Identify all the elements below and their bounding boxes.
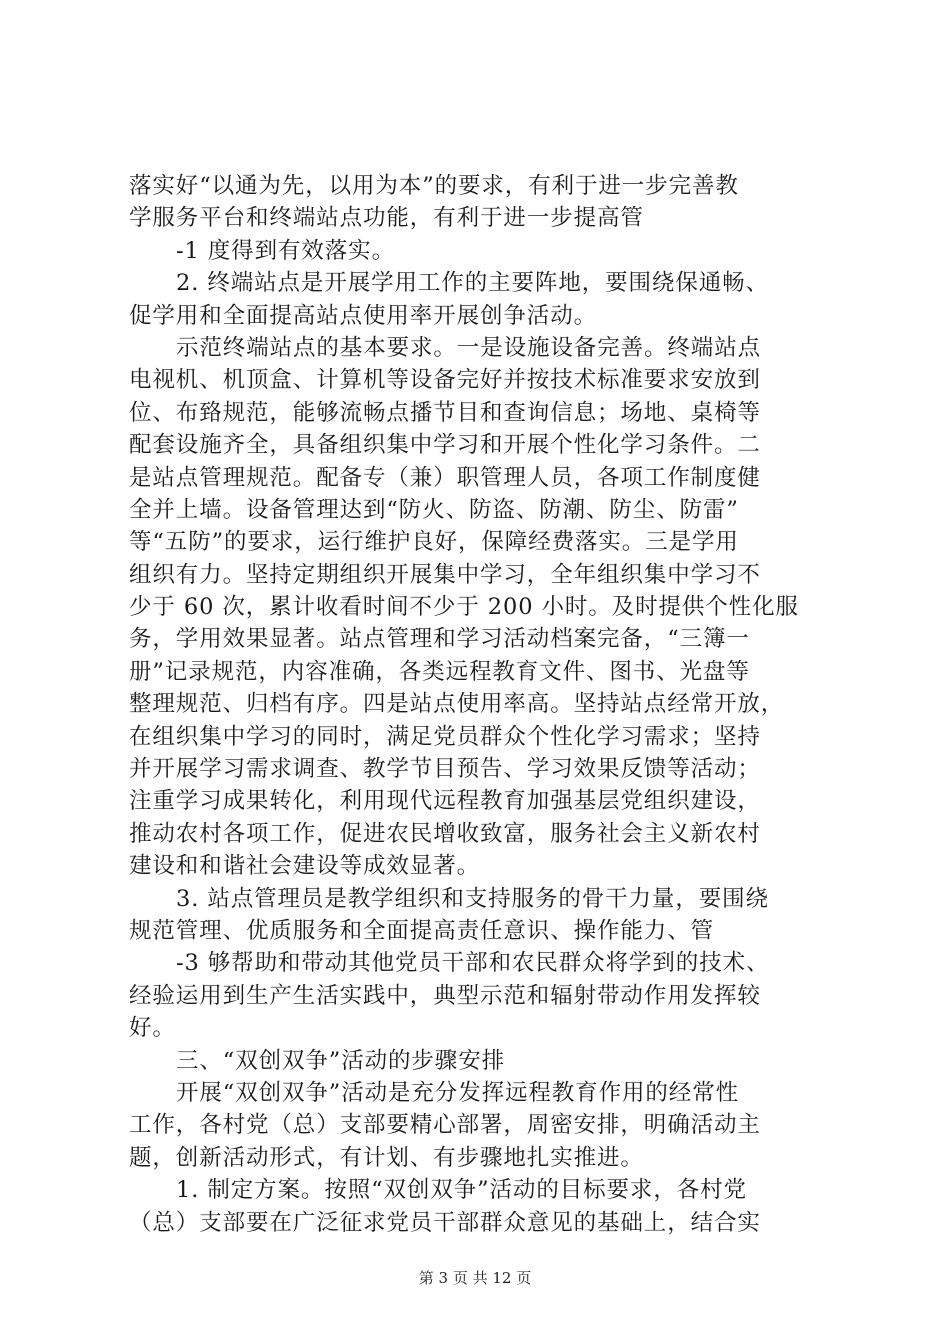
text-line: 全并上墙。设备管理达到“防火、防盗、防潮、防尘、防雷” bbox=[129, 496, 739, 523]
text-line: 开展“双创双争”活动是充分发挥远程教育作用的经常性 bbox=[176, 1079, 740, 1106]
text-line: -1 度得到有效落实。 bbox=[176, 237, 395, 264]
text-line: 少于 60 次，累计收看时间不少于 200 小时。及时提供个性化服 bbox=[129, 594, 799, 621]
text-line: 推动农村各项工作，促进农民增收致富，服务社会主义新农村 bbox=[129, 820, 761, 847]
text-line: 经验运用到生产生活实践中，典型示范和辐射带动作用发挥较 bbox=[129, 982, 761, 1009]
text-line: （总）支部要在广泛征求党员干部群众意见的基础上，结合实 bbox=[129, 1209, 761, 1236]
text-line: 在组织集中学习的同时，满足党员群众个性化学习需求；坚持 bbox=[129, 723, 761, 750]
text-line: 等“五防”的要求，运行维护良好，保障经费落实。三是学用 bbox=[129, 529, 739, 556]
text-line: 学服务平台和终端站点功能，有利于进一步提高管 bbox=[129, 205, 644, 232]
text-line: 组织有力。坚持定期组织开展集中学习，全年组织集中学习不 bbox=[129, 561, 761, 588]
text-line: 并开展学习需求调查、教学节目预告、学习效果反馈等活动； bbox=[129, 756, 761, 783]
text-line: 示范终端站点的基本要求。一是设施设备完善。终端站点 bbox=[176, 334, 762, 361]
text-line: 配套设施齐全，具备组织集中学习和开展个性化学习条件。二 bbox=[129, 432, 761, 459]
text-line: 1. 制定方案。按照“双创双争”活动的目标要求，各村党 bbox=[176, 1177, 747, 1204]
text-line: 3. 站点管理员是教学组织和支持服务的骨干力量，要围绕 bbox=[176, 885, 769, 912]
text-line: 整理规范、归档有序。四是站点使用率高。坚持站点经常开放， bbox=[129, 691, 785, 718]
text-line: 2. 终端站点是开展学用工作的主要阵地，要围绕保通畅、 bbox=[176, 270, 769, 297]
document-body bbox=[129, 170, 829, 1239]
text-line: 是站点管理规范。配备专（兼）职管理人员，各项工作制度健 bbox=[129, 464, 761, 491]
text-line: 建设和和谐社会建设等成效显著。 bbox=[129, 853, 481, 880]
text-line: 位、布臵规范，能够流畅点播节目和查询信息；场地、桌椅等 bbox=[129, 399, 761, 426]
page-footer: 第 3 页 共 12 页 bbox=[418, 1269, 532, 1287]
text-line: 规范管理、优质服务和全面提高责任意识、操作能力、管 bbox=[129, 917, 715, 944]
text-line: 注重学习成果转化，利用现代远程教育加强基层党组织建设， bbox=[129, 788, 761, 815]
text-line: 题，创新活动形式，有计划、有步骤地扎实推进。 bbox=[129, 1144, 644, 1171]
text-line: 促学用和全面提高站点使用率开展创争活动。 bbox=[129, 302, 598, 329]
text-line: 三、“双创双争”活动的步骤安排 bbox=[176, 1047, 506, 1074]
text-line: 好。 bbox=[129, 1015, 176, 1042]
text-line: 落实好“以通为先，以用为本”的要求，有利于进一步完善教 bbox=[129, 173, 739, 199]
text-line: -3 够帮助和带动其他党员干部和农民群众将学到的技术、 bbox=[176, 950, 770, 977]
text-line: 册”记录规范，内容准确，各类远程教育文件、图书、光盘等 bbox=[129, 658, 750, 685]
text-line: 工作，各村党（总）支部要精心部署，周密安排，明确活动主 bbox=[129, 1112, 761, 1139]
text-line: 电视机、机顶盒、计算机等设备完好并按技术标准要求安放到 bbox=[129, 367, 761, 394]
text-line: 务，学用效果显著。站点管理和学习活动档案完备，“三簿一 bbox=[129, 626, 750, 653]
